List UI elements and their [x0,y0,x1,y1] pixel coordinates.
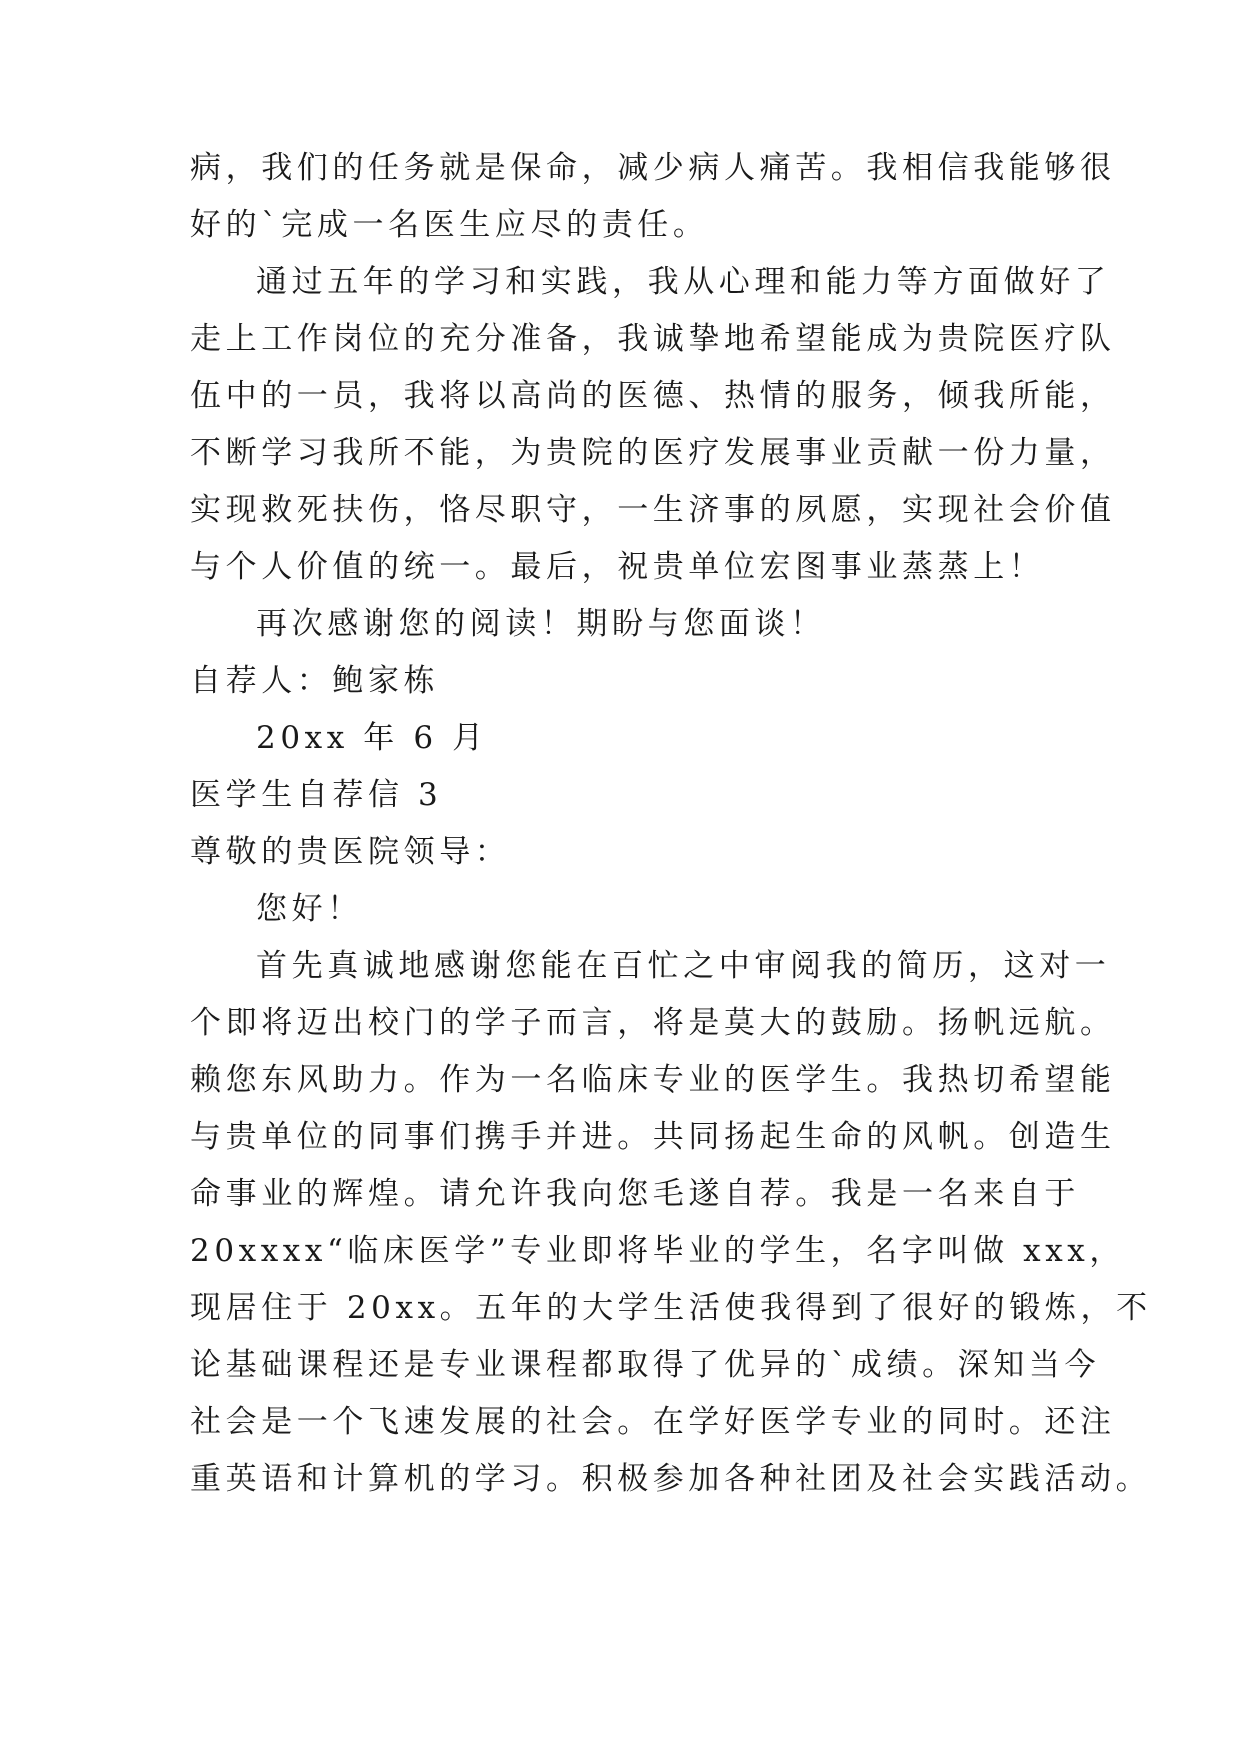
greeting: 您好！ [256,891,363,927]
paragraph-line: 实现救死扶伤，恪尽职守，一生济事的夙愿，实现社会价值 [190,492,1116,528]
paragraph-line: 走上工作岗位的充分准备，我诚挚地希望能成为贵院医疗队 [190,321,1116,357]
paragraph-line: 伍中的一员，我将以高尚的医德、热情的服务，倾我所能， [190,378,1116,414]
paragraph-line: 社会是一个飞速发展的社会。在学好医学专业的同时。还注 [190,1404,1116,1440]
paragraph-line: 命事业的辉煌。请允许我向您毛遂自荐。我是一名来自于 [190,1176,1080,1212]
section-title: 医学生自荐信 3 [190,777,443,813]
signature-line: 自荐人：鲍家栋 [190,663,440,699]
paragraph-line: 20xxxx“临床医学”专业即将毕业的学生，名字叫做 xxx， [190,1233,1125,1269]
paragraph-line: 好的`完成一名医生应尽的责任。 [190,207,709,243]
paragraph-line: 与贵单位的同事们携手并进。共同扬起生命的风帆。创造生 [190,1119,1116,1155]
paragraph-line: 病，我们的任务就是保命，减少病人痛苦。我相信我能够很 [190,150,1116,186]
paragraph-line: 与个人价值的统一。最后，祝贵单位宏图事业蒸蒸上！ [190,549,1045,585]
paragraph-line: 论基础课程还是专业课程都取得了优异的`成绩。深知当今 [190,1347,1101,1383]
paragraph-line: 现居住于 20xx。五年的大学生活使我得到了很好的锻炼，不 [190,1290,1152,1326]
paragraph-line: 赖您东风助力。作为一名临床专业的医学生。我热切希望能 [190,1062,1116,1098]
paragraph-line: 不断学习我所不能，为贵院的医疗发展事业贡献一份力量， [190,435,1116,471]
closing-thanks: 再次感谢您的阅读！期盼与您面谈！ [256,606,826,642]
paragraph-line: 个即将迈出校门的学子而言，将是莫大的鼓励。扬帆远航。 [190,1005,1116,1041]
salutation: 尊敬的贵医院领导： [190,834,511,870]
paragraph-line: 首先真诚地感谢您能在百忙之中审阅我的简历，这对一 [256,948,1111,984]
paragraph-line: 通过五年的学习和实践，我从心理和能力等方面做好了 [256,264,1111,300]
date-line: 20xx 年 6 月 [256,720,488,756]
paragraph-line: 重英语和计算机的学习。积极参加各种社团及社会实践活动。 [190,1461,1152,1497]
